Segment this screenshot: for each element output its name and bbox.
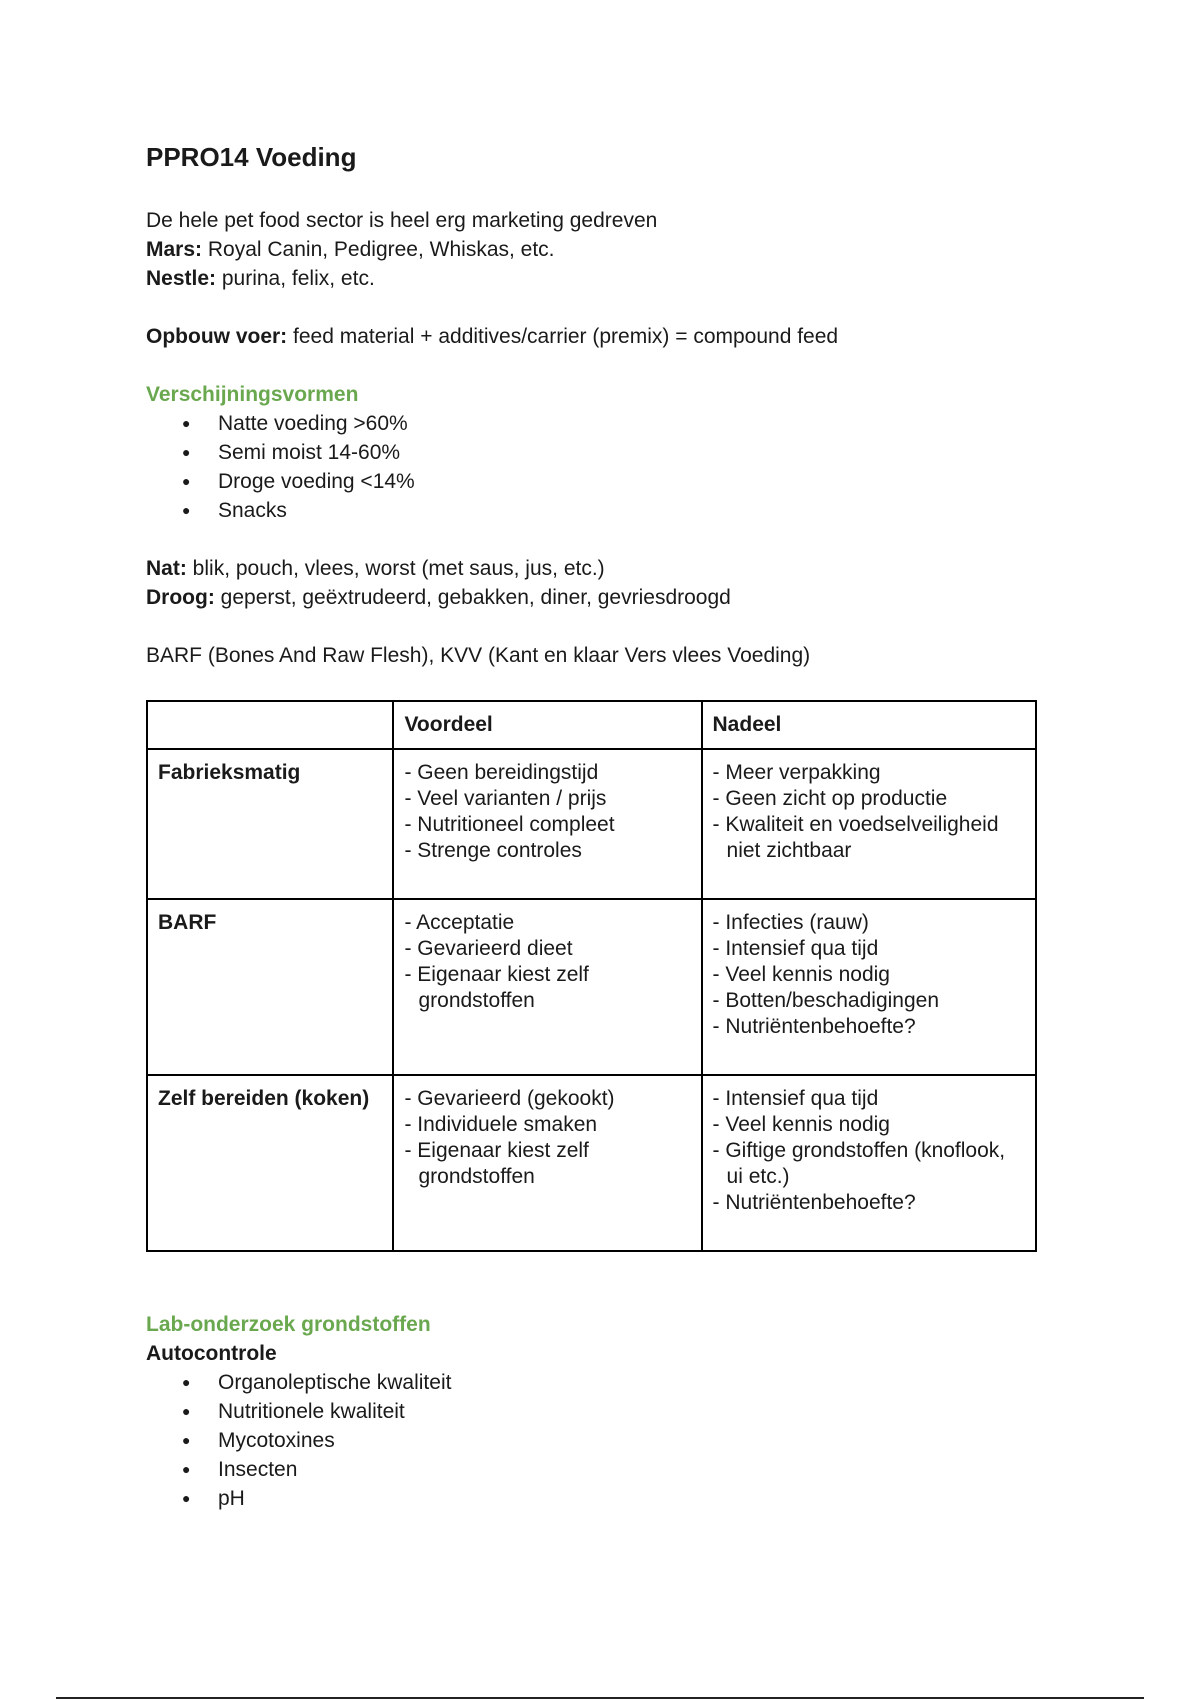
cell-line: - Infecties (rauw) [712, 911, 869, 934]
opbouw-line [146, 322, 1046, 351]
page-title: PPRO14 Voeding [146, 142, 357, 172]
cell-line: - Eigenaar kiest zelf grondstoffen [404, 1139, 589, 1188]
cell-line: - Intensief qua tijd [712, 1087, 879, 1110]
row-label: Fabrieksmatig [147, 749, 393, 899]
cell-line: - Nutritioneel compleet [404, 813, 615, 836]
cell-line: - Geen bereidingstijd [404, 761, 599, 784]
cell-line: - Meer verpakking [712, 761, 881, 784]
list-item: ● Mycotoxines [218, 1426, 1046, 1455]
list-item: ● Insecten [218, 1455, 1046, 1484]
droog-text: geperst, geëxtrudeerd, gebakken, diner, gevriesdroogd [214, 586, 731, 609]
voordeel-cell [393, 1075, 701, 1251]
voordeel-cell [393, 899, 701, 1075]
table-row [147, 1075, 1036, 1251]
table-header-empty [147, 701, 393, 749]
cell-line: - Nutriëntenbehoefte? [712, 1015, 916, 1038]
droog-label: Droog: [146, 586, 215, 609]
nadeel-cell [702, 1075, 1036, 1251]
comparison-table [146, 700, 1037, 1252]
document-page [146, 140, 1046, 1513]
cell-line: - Intensief qua tijd [712, 937, 879, 960]
mars-line [146, 235, 1046, 264]
mars-label: Mars: [146, 238, 203, 261]
list-item: ● pH [218, 1484, 1046, 1513]
list-item: ● Snacks [218, 496, 1046, 525]
list-item: ● Natte voeding >60% [218, 409, 1046, 438]
page-bottom-divider [56, 1697, 1144, 1699]
cell-line: - Botten/beschadigingen [712, 989, 940, 1012]
nat-line [146, 554, 1046, 583]
opbouw-text: feed material + additives/carrier (premix) = compound feed [287, 325, 839, 348]
cell-line: - Gevarieerd (gekookt) [404, 1087, 615, 1110]
cell-line: - Individuele smaken [404, 1113, 598, 1136]
verschijningsvormen-heading: Verschijningsvormen [146, 383, 359, 406]
mars-text: Royal Canin, Pedigree, Whiskas, etc. [202, 238, 555, 261]
cell-line: - Eigenaar kiest zelf grondstoffen [404, 963, 589, 1012]
list-item: ● Organoleptische kwaliteit [218, 1368, 1046, 1397]
verschijningsvormen-list [146, 409, 1046, 525]
cell-line: - Gevarieerd dieet [404, 937, 573, 960]
nestle-text: purina, felix, etc. [216, 267, 375, 290]
table-header-voordeel: Voordeel [393, 701, 701, 749]
cell-line: - Veel kennis nodig [712, 1113, 890, 1136]
lab-heading: Lab-onderzoek grondstoffen [146, 1313, 431, 1336]
cell-line: - Geen zicht op productie [712, 787, 948, 810]
row-label: Zelf bereiden (koken) [147, 1075, 393, 1251]
list-item: ● Droge voeding <14% [218, 467, 1046, 496]
cell-line: - Veel kennis nodig [712, 963, 890, 986]
table-header-row [147, 701, 1036, 749]
opbouw-label: Opbouw voer: [146, 325, 288, 348]
cell-line: - Kwaliteit en voedselveiligheid niet zichtbaar [712, 813, 999, 862]
table-row [147, 899, 1036, 1075]
cell-line: - Giftige grondstoffen (knoflook, ui etc.) [712, 1139, 1006, 1188]
autocontrole-list [146, 1368, 1046, 1513]
nat-label: Nat: [146, 557, 187, 580]
cell-line: - Strenge controles [404, 839, 582, 862]
voordeel-cell [393, 749, 701, 899]
nestle-line [146, 264, 1046, 293]
nestle-label: Nestle: [146, 267, 217, 290]
autocontrole-heading: Autocontrole [146, 1342, 277, 1365]
row-label: BARF [147, 899, 393, 1075]
nat-text: blik, pouch, vlees, worst (met saus, jus, etc.) [186, 557, 605, 580]
nadeel-cell [702, 899, 1036, 1075]
barf-line: BARF (Bones And Raw Flesh), KVV (Kant en klaar Vers vlees Voeding) [146, 644, 811, 667]
cell-line: - Nutriëntenbehoefte? [712, 1191, 916, 1214]
nadeel-cell [702, 749, 1036, 899]
cell-line: - Veel varianten / prijs [404, 787, 607, 810]
cell-line: - Acceptatie [404, 911, 515, 934]
table-row [147, 749, 1036, 899]
list-item: ● Semi moist 14-60% [218, 438, 1046, 467]
droog-line [146, 583, 1046, 612]
intro-line: De hele pet food sector is heel erg marketing gedreven [146, 209, 658, 232]
list-item: ● Nutritionele kwaliteit [218, 1397, 1046, 1426]
table-header-nadeel: Nadeel [702, 701, 1036, 749]
